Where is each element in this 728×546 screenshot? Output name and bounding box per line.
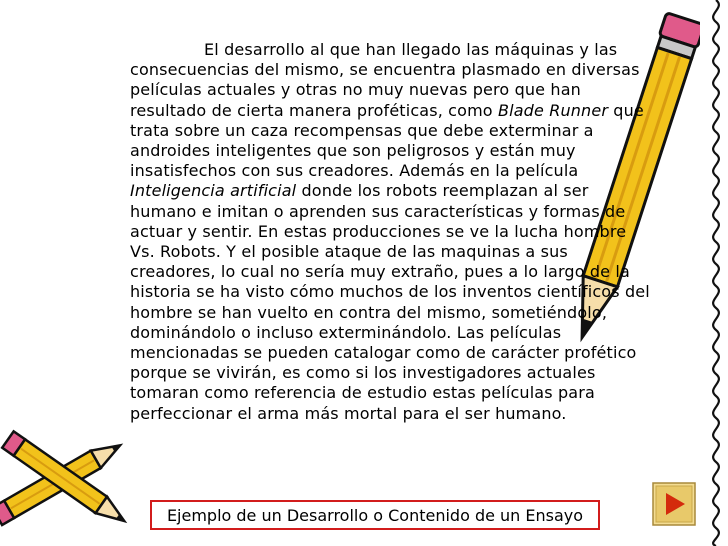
essay-text-part-1: El desarrollo al que han llegado las máquinas y las consecuencias del mismo, se encuentra plasmado en diversas películas actuales y otras no muy nuevas pero que han resultado de cierta manera proféticas, como xyxy=(130,40,640,120)
film-title-blade-runner: Blade Runner xyxy=(497,100,609,120)
essay-text-part-2: que trata sobre un caza recompensas que debe exterminar a androides inteligentes que son peligrosos y están muy insatisfechos con sus creadores. Además en la película xyxy=(130,100,644,181)
pencils-icon xyxy=(0,420,160,546)
caption-box xyxy=(150,500,600,530)
next-slide-button[interactable] xyxy=(652,482,696,526)
essay-text-part-3: donde los robots reemplazan al ser humano e imitan o aprenden sus características y formas de actuar y sentir. En estas producciones se ve la lucha hombre Vs. Robots. Y el posible ataque de las maquinas a sus creadores, lo cual no sería muy extraño, pues a lo largo de la historia se ha visto cómo muchos de los inventos científicos del hombre se han vuelto en contra del mismo, sometiéndolo, dominándolo o incluso exterminándolo. Las películas mencionadas se pueden catalogar como de carácter profético porque se vivirán, es como si los investigadores actuales tomaran como referencia de estudio estas películas para perfeccionar el arma más mortal para el ser humano. xyxy=(130,181,650,423)
notebook-edge-decoration xyxy=(702,0,728,546)
film-title-inteligencia-artificial: Inteligencia artificial xyxy=(130,181,297,201)
caption-text: Ejemplo de un Desarrollo o Contenido de un Ensayo xyxy=(166,505,584,525)
essay-paragraph xyxy=(130,40,650,424)
